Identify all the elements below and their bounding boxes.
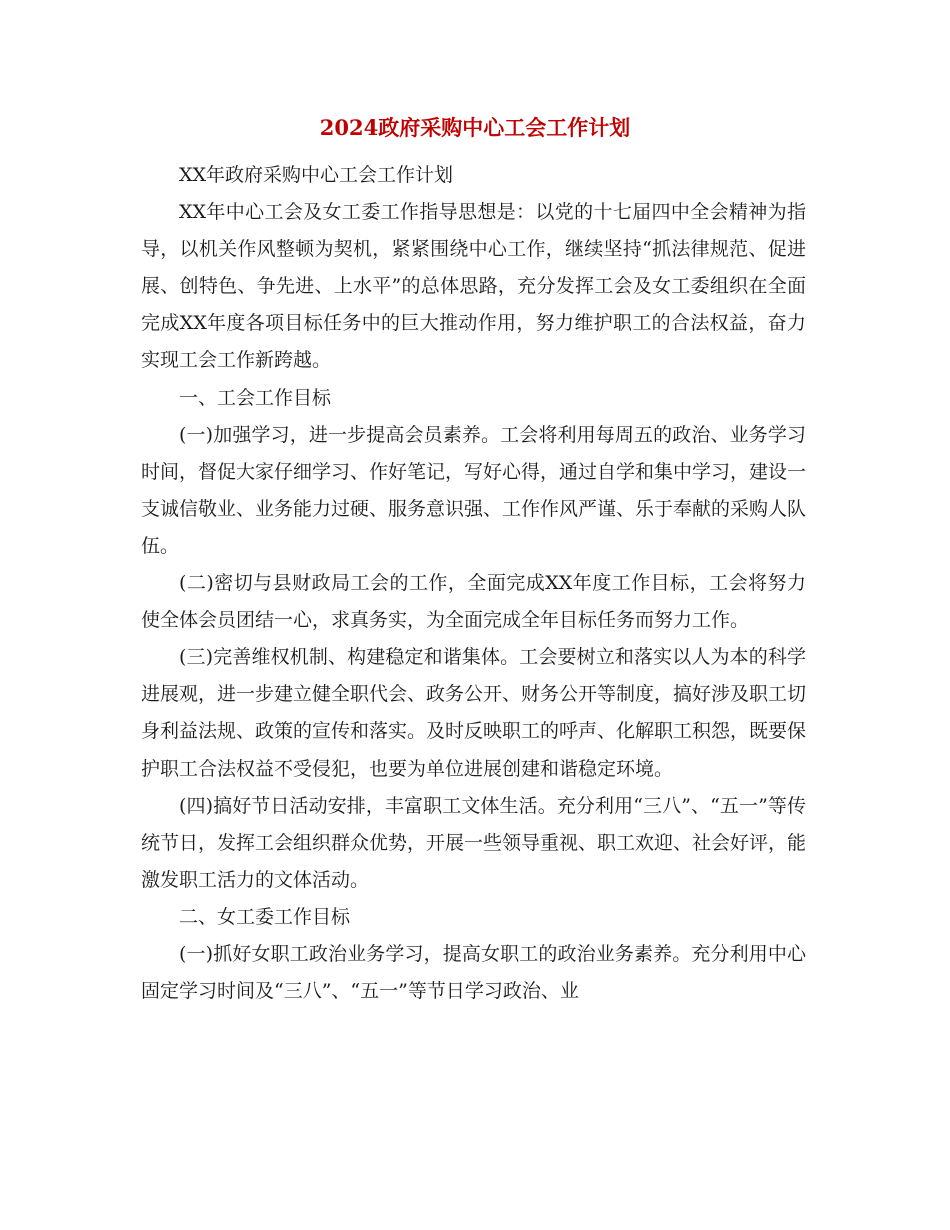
document-title: 2024政府采购中心工会工作计划	[319, 115, 631, 140]
section-heading-women-committee-goals: 二、女工委工作目标	[179, 905, 351, 928]
paragraph-women-item-1: (一)抓好女职工政治业务学习，提高女职工的政治业务素养。充分利用中心固定学习时间及“三八”、“五一”等节日学习政治、业	[141, 942, 806, 1003]
paragraph-item-3: (三)完善维权机制、构建稳定和谐集体。工会要树立和落实以人为本的科学进展观，进一步建立健全职代会、政务公开、财务公开等制度，搞好涉及职工切身利益法规、政策的宣传和落实。及时反映职工的呼声、化解职工积怨，既要保护职工合法权益不受侵犯，也要为单位进展创建和谐稳定环境。	[141, 646, 807, 780]
paragraph-item-1: (一)加强学习，进一步提高会员素养。工会将利用每周五的政治、业务学习时间，督促大家仔细学习、作好笔记，写好心得，通过自学和集中学习，建设一支诚信敬业、业务能力过硬、服务意识强、工作作风严谨、乐于奉献的采购人队伍。	[141, 423, 807, 557]
section-heading-union-goals: 一、工会工作目标	[179, 386, 332, 409]
paragraph-subtitle: XX年政府采购中心工会工作计划	[179, 164, 454, 186]
paragraph-item-2: (二)密切与县财政局工会的工作，全面完成XX年度工作目标，工会将努力使全体会员团结一心，求真务实，为全面完成全年目标任务而努力工作。	[141, 572, 806, 632]
paragraph-guiding-thought: XX年中心工会及女工委工作指导思想是：以党的十七届四中全会精神为指导，以机关作风整顿为契机，紧紧围绕中心工作，继续坚持“抓法律规范、促进展、创特色、争先进、上水平”的总体思路，充分发挥工会及女工委组织在全面完成XX年度各项目标任务中的巨大推动作用，努力维护职工的合法权益，奋力实现工会工作新跨越。	[141, 201, 806, 372]
document-body	[141, 157, 806, 1010]
paragraph-item-4: (四)搞好节日活动安排，丰富职工文体生活。充分利用“三八”、“五一”等传统节日，发挥工会组织群众优势，开展一些领导重视、职工欢迎、社会好评，能激发职工活力的文体活动。	[141, 794, 807, 891]
